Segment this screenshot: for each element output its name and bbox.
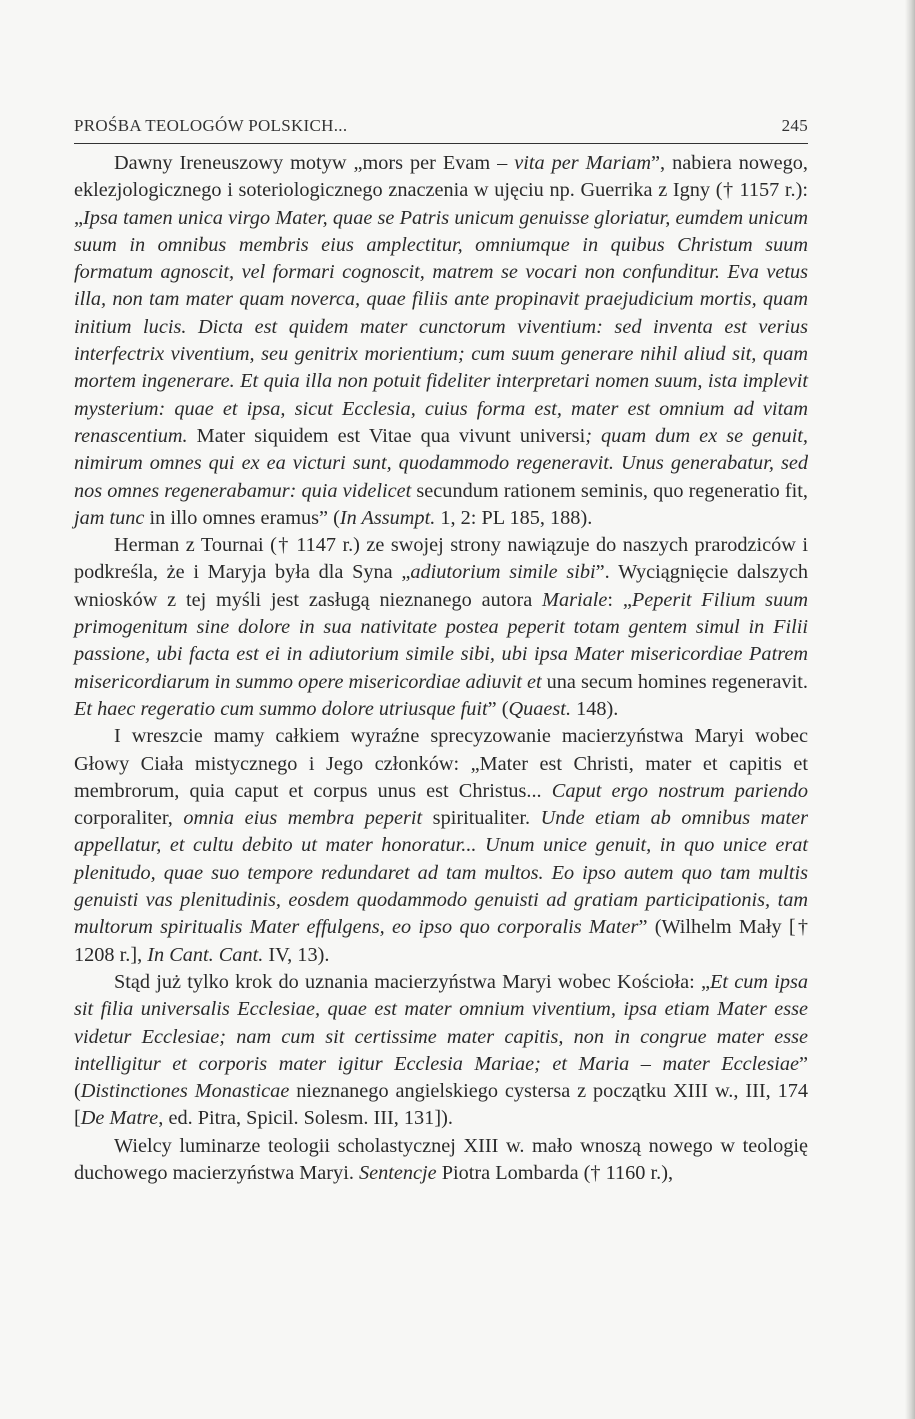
running-title: PROŚBA TEOLOGÓW POLSKICH...: [74, 116, 348, 135]
text-run: ”. Wyciągnięcie dalszych wniosków z tej myśli jest zasługą nieznanego autora: [74, 561, 808, 611]
text-run: ” (: [74, 1052, 808, 1103]
text-run: ”, nabiera nowego, eklezjologicznego i soteriologicznego znaczenia w ujęciu np. Guerrika z Igny († 1157 r.): „: [74, 152, 808, 229]
body-text: [74, 150, 808, 1187]
text-run: Wielcy luminarze teologii scholastycznej XIII w. mało wnoszą nowego w teologię duchowego macierzyństwa Maryi.: [74, 1134, 808, 1184]
text-run: 1, 2: PL 185, 188).: [435, 506, 593, 529]
text-run: : „: [607, 588, 632, 611]
italic-run: Distinctiones Monasticae: [80, 1080, 290, 1103]
text-run: ” (Wilhelm Mały [† 1208 r.],: [74, 916, 808, 966]
paragraph: [74, 1133, 808, 1188]
italic-run: De Matre: [80, 1107, 159, 1130]
text-run: Mater siquidem est Vitae qua vivunt universi: [187, 424, 586, 447]
text-run: una secum homines regeneravit.: [541, 670, 808, 693]
text-run: Dawny Ireneuszowy motyw „mors per Evam –: [114, 152, 515, 174]
italic-run: Unde etiam ab omnibus mater appellatur, et cultu debito ut mater honoratur... Unum unice genuit, in quo unice erat plenitudo, quae suo tempore redundaret ad tam multos. Eo ipso autem quo tam multis genuisti vas plenitudinis, eosdem quodammodo genuisti ad gratiam participationis, tam multorum spiritualis Mater effulgens, eo ipso quo corporalis Mater: [74, 807, 808, 939]
page-spine-shadow: [905, 0, 915, 1419]
text-run: spiritualiter.: [422, 807, 541, 830]
paragraph: [74, 969, 808, 1133]
running-header: [74, 116, 808, 136]
header-rule: [74, 143, 808, 144]
paragraph: [74, 723, 808, 969]
italic-run: Ipsa tamen unica virgo Mater, quae se Patris unicum genuisse gloriatur, eumdem unicum suum in omnibus membris eius amplectitur, omniumque in quibus Christum suum formatum agnoscit, vel formari cognoscit, matrem se vocari non confunditur. Eva vetus illa, non tam mater quam noverca, quae filiis ante propinavit praejudicium mortis, quam initium lucis. Dicta est quidem mater cunctorum viventium: sed inventa est verius interfectrix viventium, seu genitrix morientium; cum suum generare nihil aliud sit, quam mortem ingenerare. Et quia illa non potuit fideliter interpretari nomen suum, ista implevit mysterium: quae et ipsa, sicut Ecclesia, cuius forma est, mater est omnium ad vitam renascentium.: [74, 206, 808, 447]
text-run: Stąd już tylko krok do uznania macierzyństwa Maryi wobec Kościoła: „: [114, 970, 710, 993]
italic-run: Sentencje: [358, 1161, 437, 1184]
paragraph: [74, 532, 808, 723]
italic-run: adiutorium simile sibi: [410, 561, 596, 584]
italic-run: Peperit Filium suum primogenitum sine dolore in sua nativitate postea peperit totam gentem simul in Filii passione, ubi facta est ei in adiutorium simile sibi, ubi ipsa Mater misericordiae Patrem misericordiarum in summo opere misericordiae adiuvit et: [74, 588, 808, 693]
italic-run: In Assumpt.: [339, 506, 436, 529]
text-run: corporaliter,: [74, 807, 184, 830]
text-run: 148).: [571, 697, 619, 720]
text-run: in illo omnes eramus” (: [144, 506, 340, 529]
text-run: nieznanego angielskiego cystersa z początku XIII w., III, 174 [: [74, 1080, 808, 1130]
italic-run: Quaest.: [508, 697, 572, 720]
italic-run: vita per Mariam: [514, 152, 652, 174]
text-run: , ed. Pitra, Spicil. Solesm. III, 131]).: [158, 1107, 453, 1130]
italic-run: Et cum ipsa sit filia universalis Ecclesiae, quae est mater omnium viventium, ipsa etiam Mater esse videtur Ecclesiae; nam cum sit certissime mater capitis, non in congrue mater esse intelligitur et corporis mater igitur Ecclesia Mariae; et Maria – mater Ecclesiae: [74, 970, 809, 1075]
page-number: 245: [781, 116, 808, 135]
italic-run: omnia eius membra peperit: [183, 807, 423, 830]
italic-run: In Cant. Cant.: [147, 943, 264, 966]
italic-run: Mariale: [542, 588, 608, 611]
italic-run: Caput ergo nostrum pariendo: [551, 779, 808, 802]
text-run: IV, 13).: [263, 943, 330, 966]
italic-run: Et haec regeratio cum summo dolore utriusque fuit: [74, 697, 488, 720]
text-run: I wreszcie mamy całkiem wyraźne sprecyzowanie macierzyństwa Maryi wobec Głowy Ciała mistycznego i Jego członków: „Mater est Christi, mater et capitis et membrorum, quia caput et corpus unus est Christus...: [74, 725, 808, 802]
italic-run: jam tunc: [74, 506, 145, 529]
italic-run: ; quam dum ex se genuit, nimirum omnes qui ex ea victuri sunt, quodammodo regeneravit. Unus generabatur, sed nos omnes regenerabamur: quia videlicet: [74, 424, 808, 502]
text-run: Herman z Tournai († 1147 r.) ze swojej strony nawiązuje do naszych prarodziców i podkreśla, że i Maryja była dla Syna „: [74, 534, 808, 584]
text-run: ” (: [487, 697, 509, 720]
paragraph: [74, 150, 808, 532]
text-run: secundum rationem seminis, quo regeneratio fit,: [411, 479, 808, 502]
text-run: Piotra Lombarda († 1160 r.),: [436, 1161, 674, 1184]
